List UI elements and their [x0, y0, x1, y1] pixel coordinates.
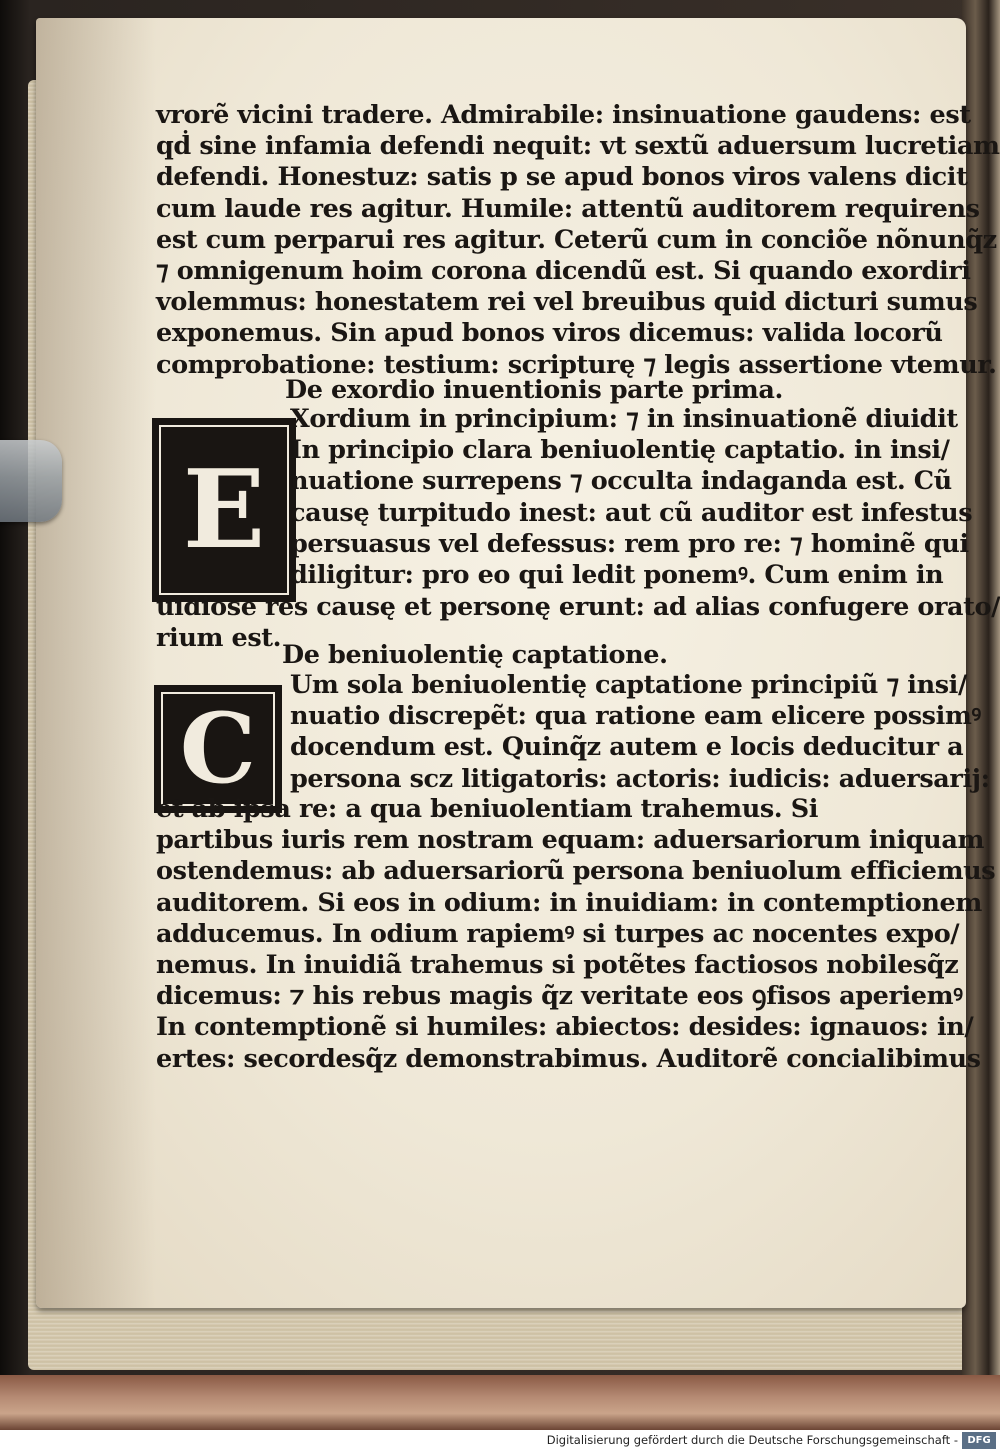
text-line: defendi. Honestuz: satis p se apud bonos viros valens dicit: [156, 162, 968, 193]
text-line: comprobatione: testium: scripturę ⁊ legis assertione vtemur.: [156, 349, 997, 380]
text-line: et ab ipsa re: a qua beniuolentiam trahemus. Si: [156, 794, 819, 824]
text-line: In contemptionẽ si humiles: abiectos: desides: ignauos: in/: [156, 1012, 974, 1043]
text-line: adducemus. In odium rapiemꝰ si turpes ac nocentes expo/: [156, 918, 960, 949]
text-line: nuatione surrepens ⁊ occulta indaganda est. Cũ: [290, 466, 952, 497]
text-line: In principio clara beniuolentię captatio. in insi/: [290, 435, 950, 466]
text-block-exordium: [290, 404, 972, 591]
text-line: persona scz litigatoris: actoris: iudicis: aduersarij:: [290, 763, 990, 794]
text-line: exponemus. Sin apud bonos viros dicemus: valida locorũ: [156, 318, 943, 349]
footer-credit: Digitalisierung gefördert durch die Deutsche Forschungsgemeinschaft -: [546, 1433, 958, 1447]
text-line: causę turpitudo inest: aut cũ auditor est infestus: [290, 497, 973, 528]
text-line: ⁊ omnigenum hoim corona dicendũ est. Si quando exordiri: [156, 256, 971, 287]
text-line: uidiose res causę et personę erunt: ad alias confugere orato/: [156, 592, 1000, 622]
text-line: Um sola beniuolentię captatione principiũ ⁊ insi/: [290, 670, 967, 700]
text-line: dicemus: ⁊ his rebus magis q̃z veritate eos ꝯfisos aperiemꝰ: [156, 981, 963, 1012]
page-clip: [0, 440, 62, 522]
text-line: vrorẽ vicini tradere. Admirabile: insinuatione gaudens: est: [156, 100, 971, 130]
text-line: diligitur: pro eo qui ledit ponemꝰ. Cum enim in: [290, 560, 944, 591]
footer-bar: [0, 1430, 1000, 1452]
text-block-intro: [156, 100, 1000, 381]
text-block-captatio-cont: [156, 794, 995, 1075]
decorated-initial-e: [152, 418, 296, 602]
text-line: volemmus: honestatem rei vel breuibus quid dicturi sumus: [156, 287, 978, 318]
text-line: auditorem. Si eos in odium: in inuidiam: in contemptionem: [156, 887, 982, 918]
text-line: Xordium in principium: ⁊ in insinuationẽ diuidit: [290, 404, 958, 434]
section-heading-exordium: De exordio inuentionis parte prima.: [285, 375, 783, 405]
dfg-logo: DFG: [962, 1432, 996, 1449]
text-line: rium est.: [156, 623, 282, 654]
text-line: cum laude res agitur. Humile: attentũ auditorem requirens: [156, 193, 980, 224]
text-line: docendum est. Quinq̃z autem e locis deducitur a: [290, 732, 964, 763]
gutter-shadow: [36, 18, 156, 1308]
text-line: nuatio discrepẽt: qua ratione eam elicere possimꝰ: [290, 701, 981, 732]
text-line: persuasus vel defessus: rem pro re: ⁊ hominẽ qui: [290, 528, 969, 559]
text-line: ertes: secordesq̃z demonstrabimus. Auditorẽ concialibimus: [156, 1043, 981, 1074]
section-heading-beniuolentia: De beniuolentię captatione.: [282, 640, 668, 670]
text-line: est cum perparui res agitur. Ceterũ cum in conciõe nõnunq̃z: [156, 224, 997, 255]
text-line: qḋ sine infamia defendi nequit: vt sextũ aduersum lucretiam: [156, 131, 1000, 162]
text-line: ostendemus: ab aduersariorũ persona beniuolum efficiemus: [156, 856, 996, 887]
initial-letter: C: [179, 692, 257, 805]
text-line: partibus iuris rem nostram equam: aduersariorum iniquam: [156, 825, 985, 856]
text-block-captatio: [290, 670, 990, 795]
book-bottom-edge: [0, 1375, 1000, 1430]
text-line: nemus. In inuidiã trahemus si potẽtes factiosos nobilesq̃z: [156, 950, 959, 981]
initial-letter: E: [182, 447, 266, 573]
